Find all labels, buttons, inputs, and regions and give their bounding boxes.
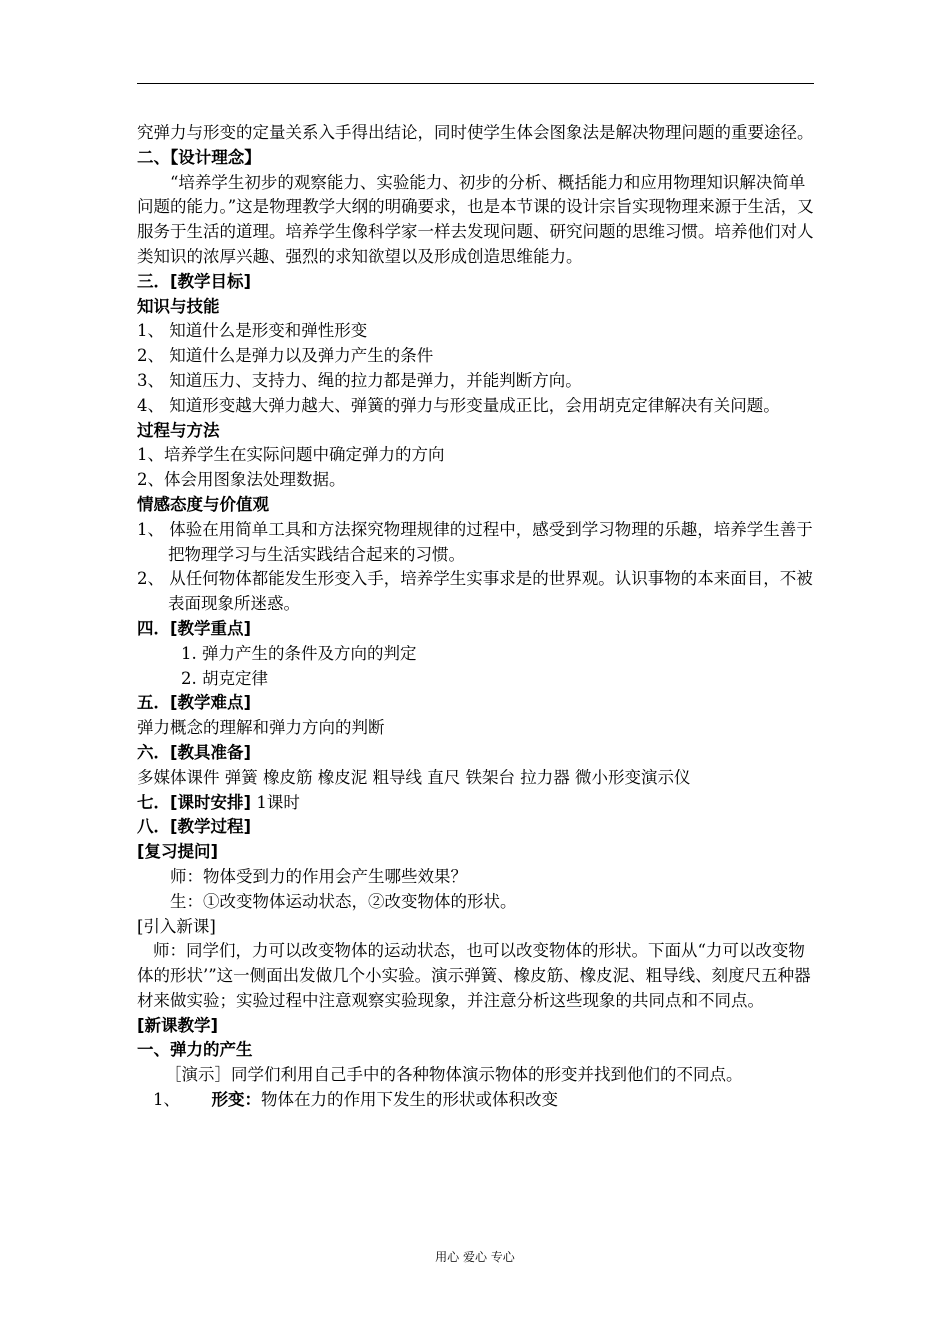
page-footer: 用心 爱心 专心 [435, 1250, 515, 1264]
list-item: 2. 胡克定律 [181, 668, 268, 688]
subheading: 知识与技能 [137, 296, 220, 316]
list-item: 3、 知道压力、支持力、绳的拉力都是弹力，并能判断方向。 [137, 370, 582, 390]
section-heading: 三．[教学目标] [137, 271, 252, 291]
list-item: 2、 从任何物体都能发生形变入手，培养学生实事求是的世界观。认识事物的本来面目，不被表面现象所迷惑。 [137, 569, 813, 614]
section-heading: 五．[教学难点] [137, 693, 252, 713]
section-heading: 六．[教具准备] [137, 742, 252, 762]
list-item: 1. 弹力产生的条件及方向的判定 [181, 643, 417, 663]
list-item: 4、 知道形变越大弹力越大、弹簧的弹力与形变量成正比，会用胡克定律解决有关问题。 [137, 395, 780, 415]
subheading: [复习提问] [137, 842, 219, 862]
section-heading: 四．[教学重点] [137, 618, 252, 638]
dialogue-line: 师：物体受到力的作用会产生哪些效果？ [170, 866, 467, 886]
list-item: 2、 知道什么是弹力以及弹力产生的条件 [137, 346, 434, 366]
section-heading: 一、弹力的产生 [137, 1040, 253, 1060]
dialogue-line: 生：①改变物体运动状态，②改变物体的形状。 [170, 891, 517, 911]
schedule-value: 1课时 [256, 792, 300, 812]
header-rule [137, 83, 814, 84]
subheading: [引入新课] [137, 916, 216, 936]
list-item: 1、培养学生在实际问题中确定弹力的方向 [137, 445, 445, 465]
definition-line [137, 1088, 817, 1113]
document-body [137, 121, 817, 1113]
paragraph: 弹力概念的理解和弹力方向的判断 [137, 718, 385, 738]
demo-line: ［演示］同学们利用自己手中的各种物体演示物体的形变并找到他们的不同点。 [165, 1065, 743, 1085]
subheading: 过程与方法 [137, 420, 220, 440]
section-heading: 八．[教学过程] [137, 817, 252, 837]
paragraph: 师：同学们，力可以改变物体的运动状态，也可以改变物体的形状。下面从“力可以改变物体的形状’”这一侧面出发做几个小实验。演示弹簧、橡皮筋、橡皮泥、粗导线、刻度尺五种器材来做实验；实验过程中注意观察实验现象，并注意分析这些现象的共同点和不同点。 [137, 941, 811, 1010]
list-item: 2、体会用图象法处理数据。 [137, 470, 346, 490]
section-heading: 七．[课时安排] [137, 792, 252, 812]
section-heading: 二、【设计理念】 [137, 147, 261, 167]
subheading: [新课教学] [137, 1015, 219, 1035]
paragraph: 多媒体课件 弹簧 橡皮筋 橡皮泥 粗导线 直尺 铁架台 拉力器 微小形变演示仪 [137, 767, 691, 787]
definition-number: 1、 [153, 1090, 180, 1110]
definition-text: 物体在力的作用下发生的形状或体积改变 [260, 1090, 558, 1110]
schedule-line [137, 791, 817, 816]
subheading: 情感态度与价值观 [137, 494, 269, 514]
paragraph: 究弹力与形变的定量关系入手得出结论，同时使学生体会图象法是解决物理问题的重要途径。 [137, 123, 814, 142]
paragraph: “培养学生初步的观察能力、实验能力、初步的分析、概括能力和应用物理知识解决简单问题的能力。”这是物理教学大纲的明确要求，也是本节课的设计宗旨实现物理来源于生活，又服务于生活的道理。培养学生像科学家一样去发现问题、研究问题的思维习惯。培养他们对人类知识的浓厚兴趣、强烈的求知欲望以及形成创造思维能力。 [137, 172, 814, 266]
definition-term: 形变： [211, 1090, 261, 1110]
list-item: 1、 体验在用简单工具和方法探究物理规律的过程中，感受到学习物理的乐趣，培养学生善于把物理学习与生活实践结合起来的习惯。 [137, 519, 813, 564]
list-item: 1、 知道什么是形变和弹性形变 [137, 321, 368, 341]
